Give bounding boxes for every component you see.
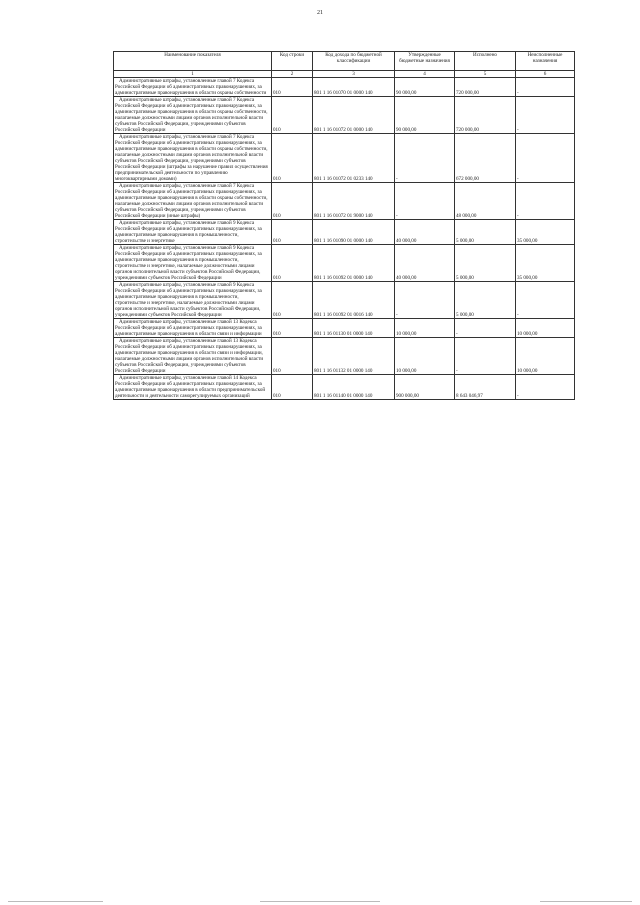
- row-indicator-name: Административные штрафы, установленные главой 9 Кодекса Российской Федерации об административных правонарушениях, за административные правонарушения в промышленности, строительстве и энергетике: [114, 220, 272, 245]
- table-row: [114, 220, 575, 245]
- row-approved: -: [395, 134, 455, 183]
- row-revenue-code: 801 1 16 01072 01 0000 140: [313, 97, 395, 134]
- header-unexecuted: Неисполненные назначения: [516, 52, 575, 71]
- row-line-code: 010: [272, 134, 313, 183]
- header-line-code: Код строки: [272, 52, 313, 71]
- row-indicator-name: Административные штрафы, установленные главой 9 Кодекса Российской Федерации об административных правонарушениях, за административные правонарушения в промышленности, строительстве и энергетике, налагаемые должностными лицами органов исполнительной власти субъектов Российской Федерации, учреждениями субъектов Российской Федерации: [114, 245, 272, 282]
- table-row: [114, 97, 575, 134]
- row-revenue-code: 801 1 16 01092 01 0000 140: [313, 245, 395, 282]
- row-line-code: 010: [272, 282, 313, 319]
- column-number: 5: [455, 71, 516, 78]
- row-unexecuted: 10 000,00: [516, 319, 575, 338]
- row-indicator-name: Административные штрафы, установленные главой 7 Кодекса Российской Федерации об административных правонарушениях, за административные правонарушения в области охраны собственности, налагаемые должностными лицами органов исполнительной власти субъектов Российской Федерации, учреждениями субъектов Российской Федерации (штрафы за нарушение правил осуществления предпринимательской деятельности по управлению многоквартирными домами): [114, 134, 272, 183]
- table-row: [114, 375, 575, 400]
- row-line-code: 010: [272, 245, 313, 282]
- row-approved: 40 000,00: [395, 220, 455, 245]
- row-revenue-code: 801 1 16 01070 01 0000 140: [313, 78, 395, 97]
- row-executed: 5 000,00: [455, 245, 516, 282]
- row-line-code: 010: [272, 78, 313, 97]
- row-unexecuted: -: [516, 78, 575, 97]
- revenue-report-table: [113, 51, 575, 400]
- row-indicator-name: Административные штрафы, установленные главой 7 Кодекса Российской Федерации об административных правонарушениях, за административные правонарушения в области охраны собственности: [114, 78, 272, 97]
- row-unexecuted: -: [516, 97, 575, 134]
- table-row: [114, 282, 575, 319]
- table-row: [114, 319, 575, 338]
- column-number: 6: [516, 71, 575, 78]
- page-number: 21: [317, 10, 323, 16]
- row-line-code: 010: [272, 97, 313, 134]
- row-revenue-code: 801 1 16 01092 01 0016 140: [313, 282, 395, 319]
- column-number: 1: [114, 71, 272, 78]
- row-approved: 10 000,00: [395, 338, 455, 375]
- row-approved: 90 000,00: [395, 78, 455, 97]
- column-number: 3: [313, 71, 395, 78]
- table-header-row: [114, 52, 575, 71]
- row-unexecuted: -: [516, 375, 575, 400]
- row-executed: 720 000,00: [455, 78, 516, 97]
- row-unexecuted: 35 000,00: [516, 245, 575, 282]
- row-executed: 5 000,00: [455, 282, 516, 319]
- row-approved: 10 000,00: [395, 319, 455, 338]
- row-approved: 90 000,00: [395, 97, 455, 134]
- row-revenue-code: 801 1 16 01130 01 0000 140: [313, 319, 395, 338]
- row-approved: 900 000,00: [395, 375, 455, 400]
- row-executed: 672 000,00: [455, 134, 516, 183]
- row-line-code: 010: [272, 338, 313, 375]
- row-revenue-code: 801 1 16 01140 01 0000 140: [313, 375, 395, 400]
- row-line-code: 010: [272, 375, 313, 400]
- row-approved: -: [395, 282, 455, 319]
- header-approved: Утвержденные бюджетные назначения: [395, 52, 455, 71]
- row-revenue-code: 801 1 16 01090 01 0000 140: [313, 220, 395, 245]
- row-executed: -: [455, 319, 516, 338]
- row-indicator-name: Административные штрафы, установленные главой 7 Кодекса Российской Федерации об административных правонарушениях, за административные правонарушения в области охраны собственности, налагаемые должностными лицами органов исполнительной власти субъектов Российской Федерации, учреждениями субъектов Российской Федерации: [114, 97, 272, 134]
- row-executed: 5 000,00: [455, 220, 516, 245]
- row-line-code: 010: [272, 183, 313, 220]
- row-unexecuted: 10 000,00: [516, 338, 575, 375]
- row-approved: 40 000,00: [395, 245, 455, 282]
- row-indicator-name: Административные штрафы, установленные главой 14 Кодекса Российской Федерации об административных правонарушениях, за административные правонарушения в области предпринимательской деятельности и деятельности саморегулируемых организаций: [114, 375, 272, 400]
- row-unexecuted: -: [516, 134, 575, 183]
- row-unexecuted: -: [516, 282, 575, 319]
- table-row: [114, 78, 575, 97]
- table-row: [114, 134, 575, 183]
- row-approved: -: [395, 183, 455, 220]
- header-indicator-name: Наименование показателя: [114, 52, 272, 71]
- table-row: [114, 338, 575, 375]
- row-indicator-name: Административные штрафы, установленные главой 13 Кодекса Российской Федерации об административных правонарушениях, за административные правонарушения в области связи и информации: [114, 319, 272, 338]
- row-indicator-name: Административные штрафы, установленные главой 9 Кодекса Российской Федерации об административных правонарушениях, за административные правонарушения в промышленности, строительстве и энергетике, налагаемые должностными лицами органов исполнительной власти субъектов Российской Федерации, учреждениями субъектов Российской Федерации: [114, 282, 272, 319]
- row-executed: 720 000,00: [455, 97, 516, 134]
- row-revenue-code: 801 1 16 01072 01 9000 140: [313, 183, 395, 220]
- scan-edge-center: [260, 901, 380, 902]
- table-row: [114, 183, 575, 220]
- row-indicator-name: Административные штрафы, установленные главой 7 Кодекса Российской Федерации об административных правонарушениях, за административные правонарушения в области охраны собственности, налагаемые должностными лицами органов исполнительной власти субъектов Российской Федерации, учреждениями субъектов Российской Федерации (иные штрафы): [114, 183, 272, 220]
- table-row: [114, 245, 575, 282]
- scan-edge-right: [540, 901, 632, 902]
- header-executed: Исполнено: [455, 52, 516, 71]
- column-number-row: [114, 71, 575, 78]
- row-revenue-code: 801 1 16 01132 01 0000 140: [313, 338, 395, 375]
- header-revenue-code: Код дохода по бюджетной классификации: [313, 52, 395, 71]
- row-executed: -: [455, 338, 516, 375]
- column-number: 4: [395, 71, 455, 78]
- row-revenue-code: 801 1 16 01072 01 0233 140: [313, 134, 395, 183]
- row-line-code: 010: [272, 319, 313, 338]
- column-number: 2: [272, 71, 313, 78]
- row-unexecuted: -: [516, 183, 575, 220]
- scan-edge-left: [8, 901, 103, 902]
- row-indicator-name: Административные штрафы, установленные главой 13 Кодекса Российской Федерации об административных правонарушениях, за административные правонарушения в области связи и информации, налагаемые должностными лицами органов исполнительной власти субъектов Российской Федерации, учреждениями субъектов Российской Федерации: [114, 338, 272, 375]
- row-executed: 8 643 046,97: [455, 375, 516, 400]
- row-executed: 48 000,00: [455, 183, 516, 220]
- row-line-code: 010: [272, 220, 313, 245]
- row-unexecuted: 35 000,00: [516, 220, 575, 245]
